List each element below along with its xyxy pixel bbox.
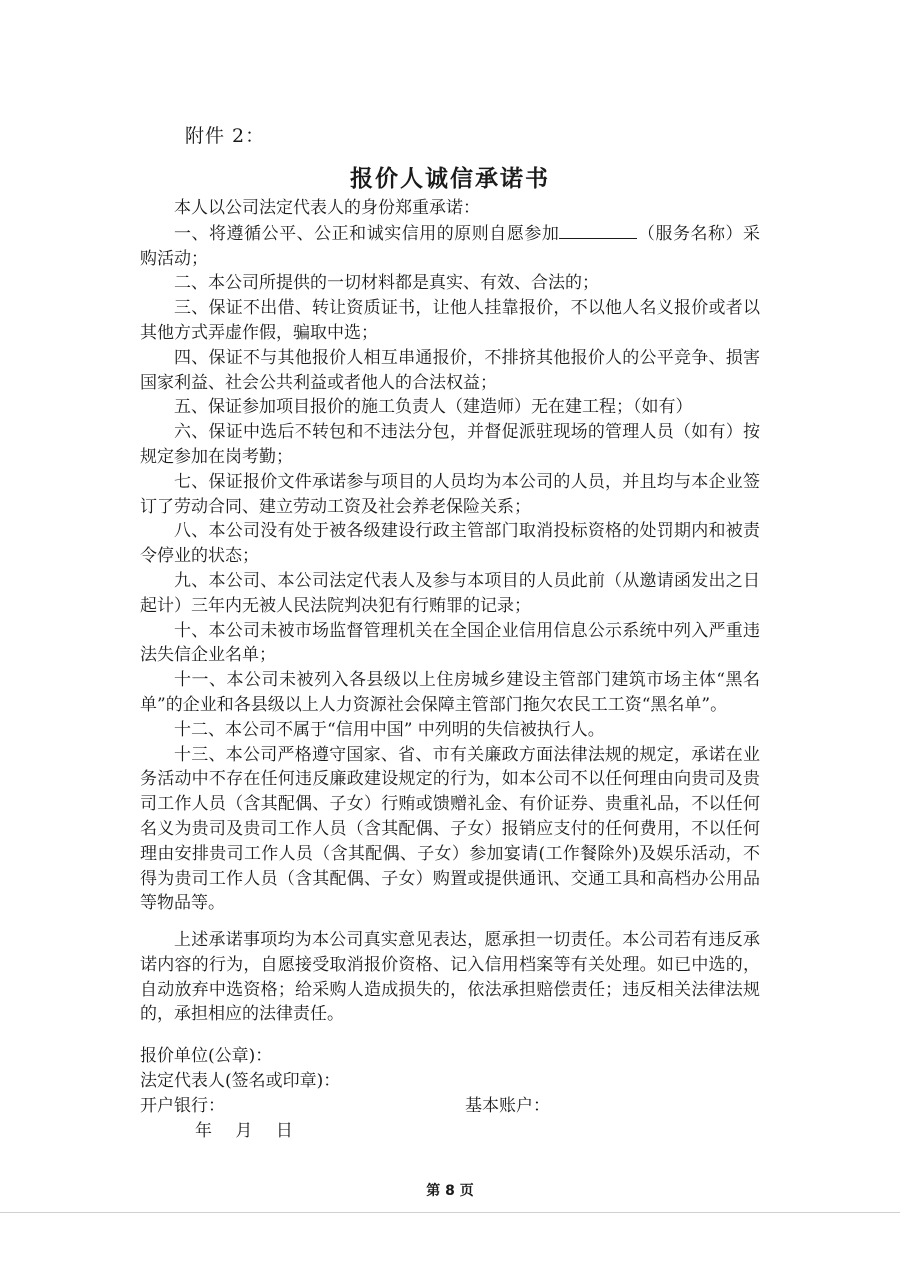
document-title: 报价人诚信承诺书 [350, 165, 550, 192]
commitment-item-10: 十、本公司未被市场监督管理机关在全国企业信用信息公示系统中列入严重违法失信企业名单； [140, 620, 760, 666]
commitment-item-1 [140, 221, 760, 272]
day-label: 日 [275, 1121, 293, 1141]
attachment-label: 附件 2： [185, 125, 266, 147]
commitment-item-11: 十一、本公司未被列入各县级以上住房城乡建设主管部门建筑市场主体“黑名单”的企业和各县级以上人力资源社会保障主管部门拖欠农民工工资“黑名单”。 [140, 670, 760, 715]
commitment-item-6: 六、保证中选后不转包和不违法分包，并督促派驻现场的管理人员（如有）按规定参加在岗考勤； [140, 422, 760, 467]
commitment-item-13: 十三、本公司严格遵守国家、省、市有关廉政方面法律法规的规定，承诺在业务活动中不存在任何违反廉政建设规定的行为，如本公司不以任何理由向贵司及贵司工作人员（含其配偶、子女）行贿或馈赠礼金、有价证券、贵重礼品，不以任何名义为贵司及贵司工作人员（含其配偶、子女）报销应支付的任何费用，不以任何理由安排贵司工作人员（含其配偶、子女）参加宴请(工作餐除外)及娱乐活动，不得为贵司工作人员（含其配偶、子女）购置或提供通讯、交通工具和高档办公用品等物品等。 [140, 744, 760, 914]
commitment-item-4: 四、保证不与其他报价人相互串通报价，不排挤其他报价人的公平竞争、损害国家利益、社会公共利益或者他人的合法权益； [140, 347, 760, 393]
date-line [140, 1119, 340, 1144]
commitment-item-9: 九、本公司、本公司法定代表人及参与本项目的人员此前（从邀请函发出之日起计）三年内无被人民法院判决犯有行贿罪的记录； [140, 570, 760, 616]
bank-line [140, 1094, 550, 1119]
commitment-item-5: 五、保证参加项目报价的施工负责人（建造师）无在建工程；（如有） [174, 397, 693, 418]
month-label: 月 [235, 1121, 253, 1141]
item1-text-after: （服务名称）采购活动； [140, 223, 761, 269]
legal-representative-line: 法定代表人(签名或印章)： [140, 1071, 341, 1091]
commitment-item-8: 八、本公司没有处于被各级建设行政主管部门取消投标资格的处罚期内和被责令停业的状态； [140, 521, 760, 567]
item1-text-before: 一、将遵循公平、公正和诚实信用的原则自愿参加 [174, 223, 560, 244]
service-name-blank [559, 221, 637, 239]
intro-paragraph: 本人以公司法定代表人的身份郑重承诺： [174, 198, 480, 218]
signature-block [140, 1044, 550, 1144]
commitment-item-2: 二、本公司所提供的一切材料都是真实、有效、合法的； [174, 273, 599, 294]
commitment-item-12: 十二、本公司不属于“信用中国” 中列明的失信被执行人。 [174, 719, 605, 740]
account-label: 基本账户： [465, 1096, 550, 1116]
closing-paragraph: 上述承诺事项均为本公司真实意见表达，愿承担一切责任。本公司若有违反承诺内容的行为，自愿接受取消报价资格、记入信用档案等有关处理。如已中选的，自动放弃中选资格；给采购人造成损失的，依法承担赔偿责任；违反相关法律法规的，承担相应的法律责任。 [140, 930, 760, 1025]
year-label: 年 [195, 1121, 212, 1141]
seal-unit-line: 报价单位(公章)： [140, 1046, 273, 1066]
commitment-body [140, 196, 760, 916]
page-number: 第 8 页 [426, 1183, 474, 1199]
commitment-item-3: 三、保证不出借、转让资质证书，让他人挂靠报价，不以他人名义报价或者以其他方式弄虚作假，骗取中选； [140, 298, 760, 343]
closing-statement [140, 928, 760, 1027]
page-bottom-divider [0, 1212, 900, 1213]
bank-label: 开户银行： [140, 1096, 225, 1116]
commitment-item-7: 七、保证报价文件承诺参与项目的人员均为本公司的人员，并且均与本企业签订了劳动合同、建立劳动工资及社会养老保险关系； [140, 471, 760, 517]
